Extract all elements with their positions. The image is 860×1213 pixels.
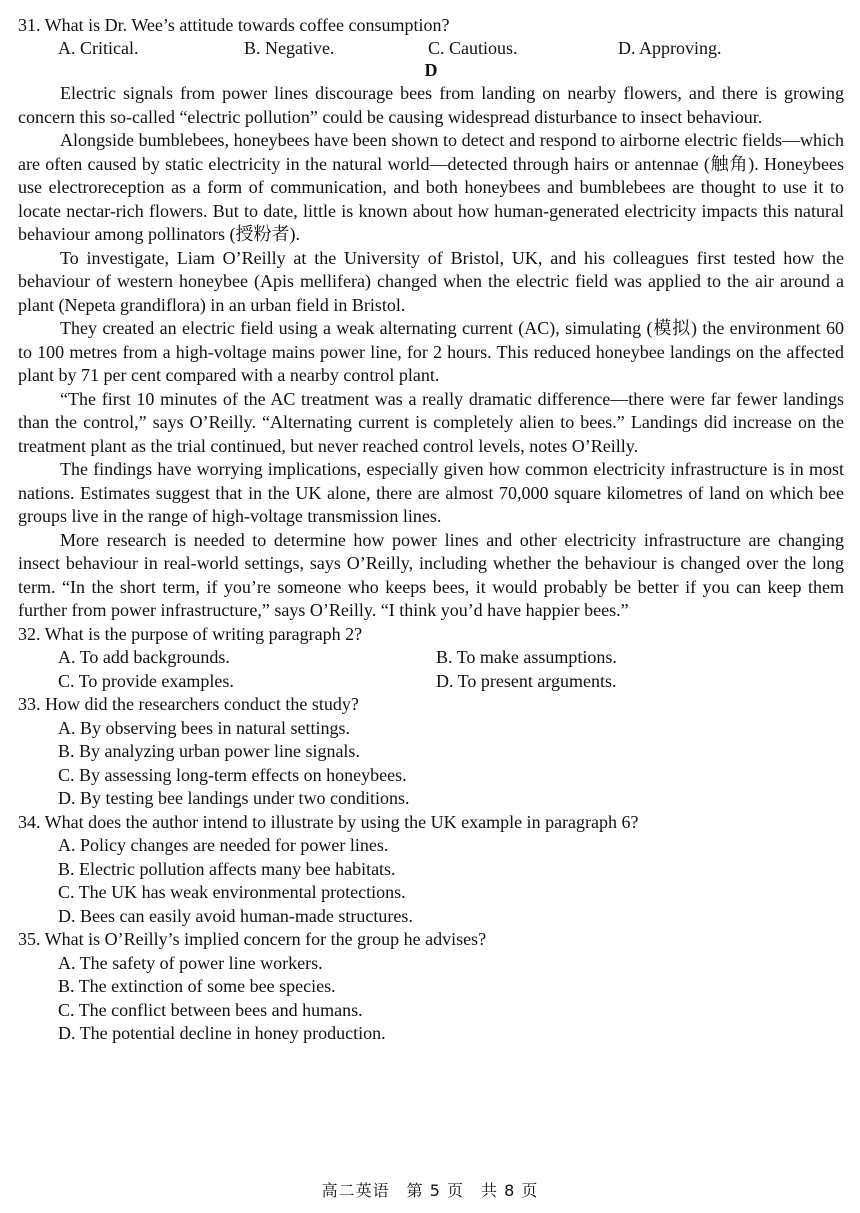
question-33-option-b: B. By analyzing urban power line signals. <box>58 741 360 761</box>
question-31-stem: 31. What is Dr. Wee’s attitude towards coffee consumption? <box>18 15 450 35</box>
question-31-option-d: D. Approving. <box>618 37 722 58</box>
question-33-stem: 33. How did the researchers conduct the study? <box>18 694 359 714</box>
question-32-option-b: B. To make assumptions. <box>436 647 617 667</box>
passage-paragraph-3: To investigate, Liam O’Reilly at the University of Bristol, UK, and his colleagues first tested how the behaviour of western honeybee (Apis mellifera) changed when the electric field was applied to the air around a plant (Nepeta grandiflora) in an urban field in Bristol. <box>18 247 844 315</box>
passage-paragraph-6: The findings have worrying implications, especially given how common electricity infrastructure is in most nations. Estimates suggest that in the UK alone, there are almost 70,000 square kilometres of land on which bee groups live in the range of high-voltage transmission lines. <box>18 459 844 526</box>
question-31-option-a: A. Critical. <box>58 37 139 58</box>
passage-paragraph-1: Electric signals from power lines discourage bees from landing on nearby flowers, and there is growing concern this so-called “electric pollution” could be causing widespread disturbance to insect behaviour. <box>18 83 844 127</box>
question-35-option-d: D. The potential decline in honey production. <box>58 1023 386 1043</box>
passage-paragraph-7: More research is needed to determine how power lines and other electricity infrastructure are changing insect behaviour in real-world settings, says O’Reilly, including whether the behaviour is changed over the long term. “In the short term, if you’re someone who keeps bees, it would probably be better if you can keep them further from power infrastructure,” says O’Reilly. “I think you’d have happier bees.” <box>18 529 844 620</box>
question-33-option-a: A. By observing bees in natural settings. <box>58 717 350 738</box>
page-footer: 高二英语 第 5 页 共 8 页 <box>321 1181 539 1200</box>
passage <box>18 82 844 623</box>
question-35-stem: 35. What is O’Reilly’s implied concern for the group he advises? <box>18 929 487 949</box>
exam-page <box>18 14 844 1046</box>
question-32-option-c: C. To provide examples. <box>58 670 234 691</box>
passage-paragraph-5: “The first 10 minutes of the AC treatment was a really dramatic difference—there were far fewer landings than the control,” says O’Reilly. “Alternating current is completely alien to bees.” Landings did increase on the treatment plant as the trial continued, but never reached control levels, notes O’Reilly. <box>18 388 844 456</box>
passage-paragraph-4: They created an electric field using a weak alternating current (AC), simulating (模拟) the environment 60 to 100 metres from a high-voltage mains power line, for 2 hours. This reduced honeybee landings on the affected plant by 71 per cent compared with a nearby control plant. <box>18 318 844 385</box>
question-35-option-a: A. The safety of power line workers. <box>58 952 323 973</box>
question-32-option-d: D. To present arguments. <box>436 670 617 691</box>
question-34-option-b: B. Electric pollution affects many bee habitats. <box>58 858 396 879</box>
question-32-option-a: A. To add backgrounds. <box>58 647 230 667</box>
passage-paragraph-2: Alongside bumblebees, honeybees have been shown to detect and respond to airborne electric fields—which are often caused by static electricity in the natural world—detected through hairs or antennae (触角). Honeybees use electroreception as a form of communication, and both honeybees and bumblebees are thought to use it to locate nectar-rich flowers. But to date, little is known about how human-generated electricity impacts this natural behaviour among pollinators (授粉者). <box>18 130 844 244</box>
question-35-option-b: B. The extinction of some bee species. <box>58 976 336 996</box>
question-34-stem: 34. What does the author intend to illustrate by using the UK example in paragraph 6? <box>18 811 639 832</box>
question-34-option-a: A. Policy changes are needed for power lines. <box>58 835 389 855</box>
question-32-stem: 32. What is the purpose of writing paragraph 2? <box>18 623 363 644</box>
question-33-option-c: C. By assessing long-term effects on honeybees. <box>58 764 407 785</box>
question-32-options-row-1 <box>18 646 844 670</box>
question-31-option-c: C. Cautious. <box>428 37 518 58</box>
question-31-options <box>18 38 844 59</box>
question-34-option-d: D. Bees can easily avoid human-made structures. <box>58 905 413 926</box>
question-34-option-c: C. The UK has weak environmental protections. <box>58 882 406 902</box>
question-33-option-d: D. By testing bee landings under two conditions. <box>58 788 410 808</box>
question-31-option-b: B. Negative. <box>244 37 335 58</box>
question-32-options-row-2 <box>18 670 844 694</box>
section-label: D <box>424 59 438 80</box>
question-35-option-c: C. The conflict between bees and humans. <box>58 999 363 1020</box>
